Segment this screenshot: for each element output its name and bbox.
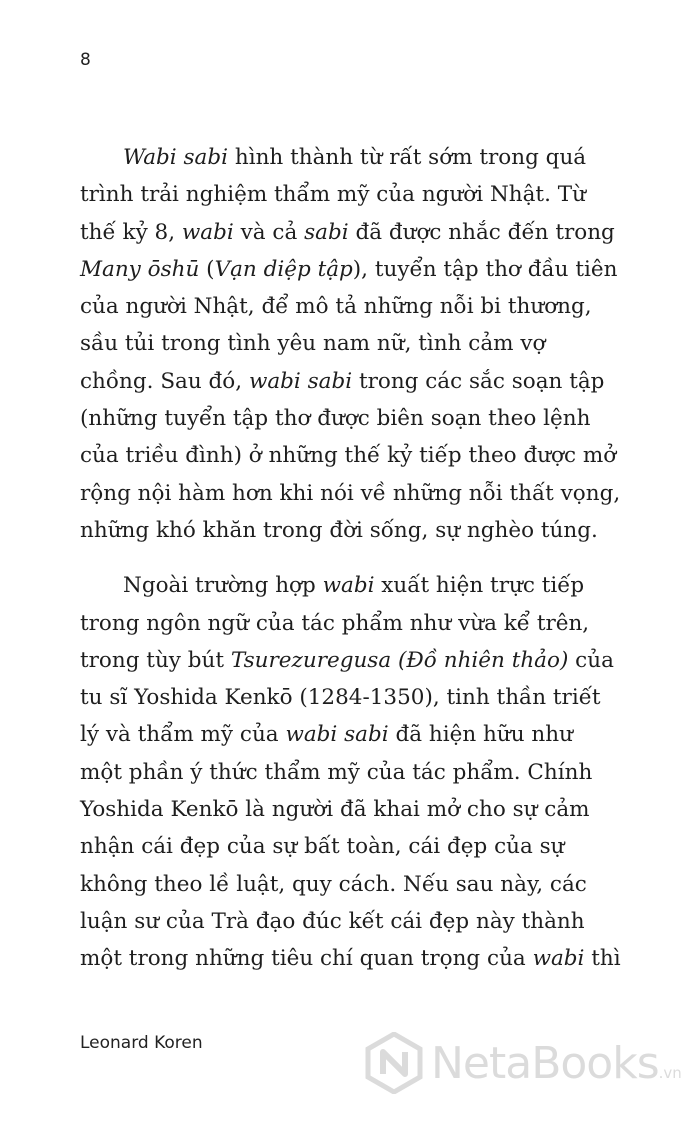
text-line [80, 754, 600, 791]
watermark-brand-name: NetaBooks [431, 1037, 659, 1089]
text-line [80, 679, 600, 716]
text-run: trong tùy bút [80, 647, 231, 673]
text-run: trong các sắc soạn tập [352, 368, 605, 394]
paragraph [80, 139, 621, 549]
paragraph [80, 567, 621, 977]
text-run: một trong những tiêu chí quan trọng của [80, 946, 533, 972]
italic-term: wabi [532, 946, 585, 972]
page-number: 8 [80, 50, 91, 70]
text-line [123, 567, 600, 604]
italic-term: Tsurezuregusa (Đồ nhiên thảo) [230, 647, 569, 673]
text-run: hình thành từ rất sớm trong quá [228, 145, 587, 170]
italic-term: wabi [322, 573, 375, 599]
footer-author: Leonard Koren [80, 1033, 203, 1053]
text-run: và cả [233, 219, 305, 245]
text-run: sầu tủi trong tình yêu nam nữ, tình cảm vợ [80, 331, 546, 357]
italic-term: Wabi sabi [123, 145, 229, 170]
text-run: tu sĩ Yoshida Kenkō (1284-1350), tinh thần triết [80, 685, 601, 711]
text-line [123, 139, 600, 176]
text-run: không theo lề luật, quy cách. Nếu sau này, các [80, 871, 587, 897]
text-line [80, 866, 600, 903]
text-line [80, 828, 600, 865]
text-run: chồng. Sau đó, [80, 368, 249, 394]
text-run: rộng nội hàm hơn khi nói về những nỗi thất vọng, [80, 480, 621, 506]
text-line [80, 512, 600, 549]
text-line [80, 940, 621, 977]
text-line [80, 716, 600, 753]
italic-term: wabi [181, 219, 234, 245]
text-run: đã được nhắc đến trong [348, 219, 615, 245]
italic-term: sabi [304, 219, 349, 245]
text-run: ( [199, 256, 215, 282]
text-line [80, 642, 614, 679]
text-line [80, 325, 600, 362]
watermark [363, 1023, 688, 1103]
text-run: xuất hiện trực tiếp [374, 573, 585, 599]
text-line [80, 251, 618, 288]
text-run: của người Nhật, để mô tả những nỗi bi thương, [80, 294, 592, 320]
netabooks-logo-icon [363, 1032, 425, 1094]
text-run: trong ngôn ngữ của tác phẩm như vừa kể trên, [80, 610, 590, 636]
text-run: Ngoài trường hợp [123, 573, 323, 599]
text-run: đã hiện hữu như [388, 722, 573, 748]
text-line [80, 288, 600, 325]
text-run: thì [584, 946, 621, 972]
italic-term: Vạn diệp tập [214, 256, 353, 282]
italic-term: Many ōshū [80, 256, 200, 282]
text-line [80, 903, 600, 940]
text-run: nhận cái đẹp của sự bất toàn, cái đẹp của sự [80, 834, 565, 860]
text-line [80, 605, 600, 642]
watermark-brand [431, 1038, 682, 1089]
italic-term: wabi sabi [248, 368, 353, 394]
text-line [80, 214, 615, 251]
text-line [80, 363, 605, 400]
text-run: của triều đình) ở những thế kỷ tiếp theo được mở [80, 443, 617, 469]
text-run: của [568, 647, 614, 673]
text-run: (những tuyển tập thơ được biên soạn theo lệnh [80, 406, 591, 432]
text-run: thế kỷ 8, [80, 219, 182, 245]
text-line [80, 437, 617, 474]
text-line [80, 400, 600, 437]
text-run: một phần ý thức thẩm mỹ của tác phẩm. Chính [80, 759, 593, 785]
text-line [80, 791, 600, 828]
text-run: luận sư của Trà đạo đúc kết cái đẹp này thành [80, 908, 585, 934]
body-text [80, 139, 621, 978]
text-line [80, 475, 621, 512]
text-run: ), tuyển tập thơ đầu tiên [352, 256, 618, 282]
text-run: những khó khăn trong đời sống, sự nghèo túng. [80, 517, 598, 543]
italic-term: wabi sabi [285, 722, 389, 748]
watermark-suffix: .vn [658, 1063, 682, 1082]
text-run: trình trải nghiệm thẩm mỹ của người Nhật. Từ [80, 182, 586, 208]
text-line [80, 176, 600, 213]
text-run: lý và thẩm mỹ của [80, 722, 286, 748]
text-run: Yoshida Kenkō là người đã khai mở cho sự cảm [80, 797, 590, 823]
